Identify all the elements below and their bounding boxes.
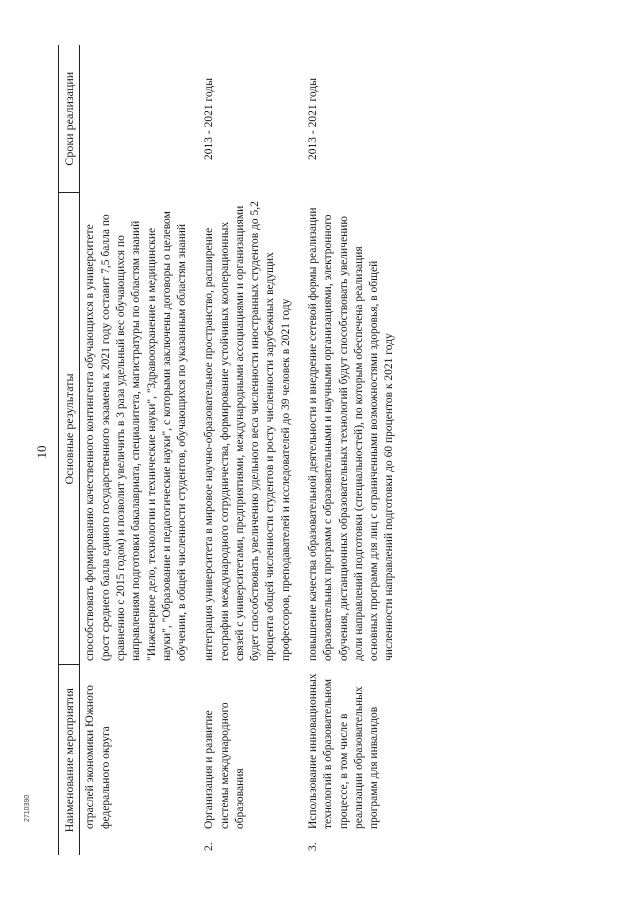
row-name: отраслей экономики Южного федерального округа	[84, 684, 112, 829]
header-result: Основные результаты	[59, 193, 80, 665]
header-period: Сроки реализации	[59, 45, 80, 193]
row-result: повышение качества образовательной деятельности и внедрение сетевой формы реализации образовательных программ с образовательными и научными организациями, электронного обучения, дистанционных образовательных технологий будут способствовать увеличению доли направлений подготовки (специальностей), по которым обеспечена реализация основных программ для лиц с ограниченными возможностями здоровья, в общей численности направлений подготовки до 60 процентов к 2021 году	[307, 207, 396, 661]
table-row	[80, 45, 199, 855]
row-result: способствовать формированию качественного контингента обучающихся в университете (рост среднего балла единого государственного экзамена к 2021 году составит 7,5 балла по сравнению с 2015 годом) и позволит увеличить в 3 раза удельный вес обучающихся по направлениям подготовки бакалавриата, специалитета, магистратуры по областям знаний "Инженерное дело, технологии и технические науки", "Здравоохранение и медицинские науки", "Образование и педагогические науки", с которыми заключены договоры о целевом обучении, в общей численности студентов, обучающихся по указанным областям знаний	[84, 211, 189, 661]
row-period: 2013 - 2021 годы	[307, 78, 320, 160]
document-code: 2710390	[24, 794, 31, 822]
header-name: Наименование мероприятия	[59, 665, 80, 855]
row-name: Использование инновационных технологий в образовательном процессе, в том числе в реализации образовательных программ для инвалидов	[307, 673, 381, 829]
row-name: Организация и развитие системы международного образования	[203, 702, 246, 829]
row-period	[80, 45, 199, 193]
row-period: 2013 - 2021 годы	[203, 78, 216, 160]
table-header-row	[59, 45, 80, 855]
row-number	[80, 833, 199, 855]
row-result: интеграция университета в мировое научно-образовательное пространство, расширение географии международного сотрудничества, формирование устойчивых кооперационных связей с университетами, предприятиями, международными ассоциациями и организациями будет способствовать увеличению удельного веса численности иностранных студентов до 5,2 процента общей численности студентов и росту численности зарубежных ведущих профессоров, преподавателей и исследователей до 39 человек в 2021 году	[203, 201, 292, 661]
row-number: 2.	[203, 842, 216, 851]
page-number: 10	[34, 445, 49, 459]
table-row	[199, 45, 303, 855]
row-number: 3.	[307, 842, 320, 851]
results-table	[58, 45, 407, 855]
table-row	[303, 45, 407, 855]
document-page	[30, 37, 610, 867]
